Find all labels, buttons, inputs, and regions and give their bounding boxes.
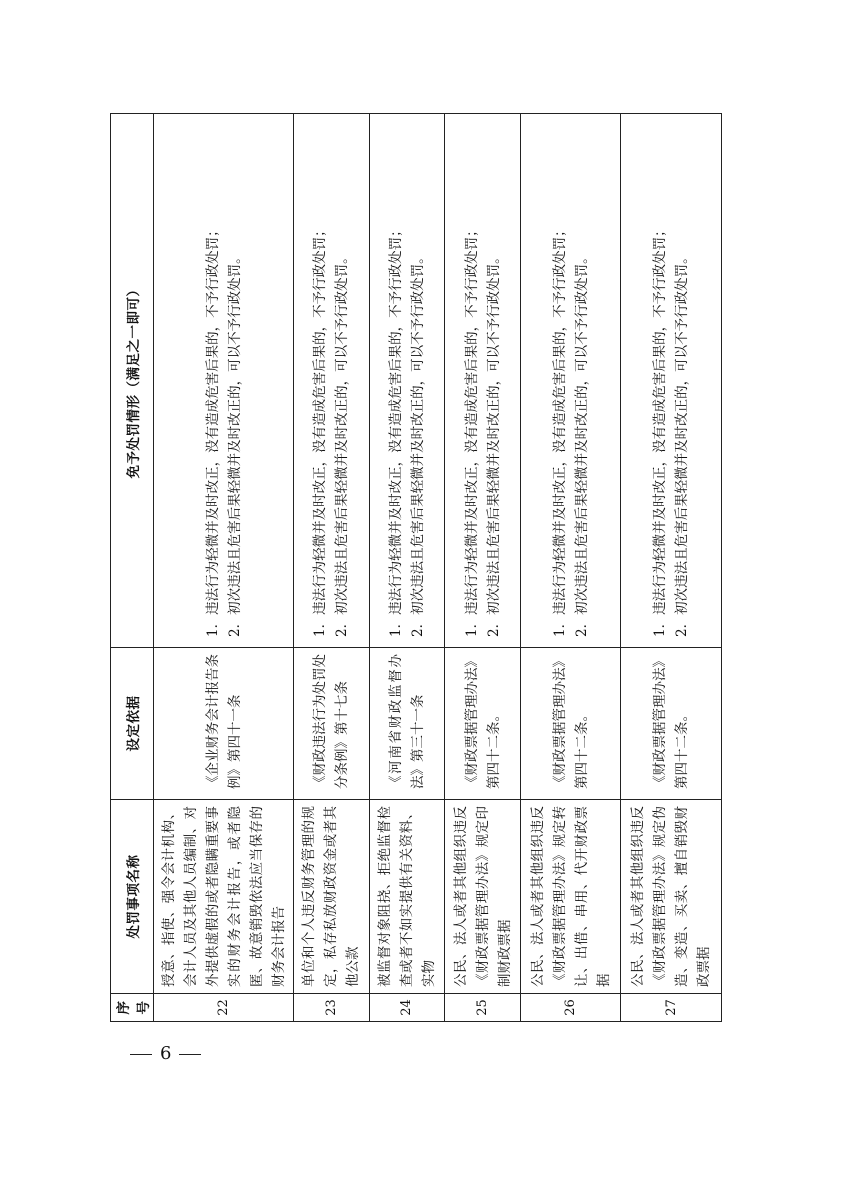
exemption-item: 2．初次违法且危害后果轻微并及时改正的，可以不予行政处罚。	[485, 250, 502, 637]
exemption-item: 1．违法行为轻微并及时改正，没有造成危害后果的，不予行政处罚；	[204, 223, 221, 637]
table-row	[294, 114, 370, 1022]
exemption-item: 1．违法行为轻微并及时改正，没有造成危害后果的，不予行政处罚；	[312, 223, 329, 637]
row-name: 授意、指使、强令会计机构、会计人员及其他人员编制、对外提供虚假的或者隐瞒重要事实的财务会计报告，或者隐匿、故意销毁依法应当保存的财务会计报告	[154, 800, 294, 994]
exemption-item: 1．违法行为轻微并及时改正，没有造成危害后果的，不予行政处罚；	[463, 223, 480, 637]
exemption-item: 2．初次违法且危害后果轻微并及时改正的，可以不予行政处罚。	[334, 250, 351, 637]
row-num: 26	[520, 994, 621, 1022]
row-basis: 《财政票据管理办法》第四十二条。	[520, 648, 621, 800]
row-exemption	[154, 114, 294, 648]
row-basis: 《河南省财政监督办法》第三十一条	[369, 648, 445, 800]
table-row	[520, 114, 621, 1022]
exemption-item: 2．初次违法且危害后果轻微并及时改正的，可以不予行政处罚。	[573, 250, 590, 637]
exemption-item: 1．违法行为轻微并及时改正，没有造成危害后果的，不予行政处罚；	[387, 223, 404, 637]
exemption-item: 2．初次违法且危害后果轻微并及时改正的，可以不予行政处罚。	[674, 250, 691, 637]
row-basis: 《企业财务会计报告条例》第四十一条	[154, 648, 294, 800]
row-exemption	[369, 114, 445, 648]
row-exemption	[520, 114, 621, 648]
exemption-item: 1．违法行为轻微并及时改正，没有造成危害后果的，不予行政处罚；	[551, 223, 568, 637]
table-row	[369, 114, 445, 1022]
header-basis: 设定依据	[111, 648, 154, 800]
row-name: 公民、法人或者其他组织违反《财政票据管理办法》规定印制财政票据	[445, 800, 521, 994]
row-name: 单位和个人违反财务管理的规定，私存私放财政资金或者其他公款	[294, 800, 370, 994]
row-num: 24	[369, 994, 445, 1022]
row-basis: 《财政违法行为处罚处分条例》第十七条	[294, 648, 370, 800]
page-number: 6	[160, 1043, 172, 1064]
row-num: 27	[621, 994, 722, 1022]
exemption-item: 1．违法行为轻微并及时改正，没有造成危害后果的，不予行政处罚；	[652, 223, 669, 637]
row-exemption	[294, 114, 370, 648]
table-row	[154, 114, 294, 1022]
row-basis: 《财政票据管理办法》第四十二条。	[445, 648, 521, 800]
header-num: 序号	[111, 994, 154, 1022]
row-name: 被监督对象阻挠、拒绝监督检查或者不如实提供有关资料、实物	[369, 800, 445, 994]
page-number-footer	[122, 1043, 209, 1064]
row-num: 23	[294, 994, 370, 1022]
exemption-item: 2．初次违法且危害后果轻微并及时改正的，可以不予行政处罚。	[409, 250, 426, 637]
exemption-item: 2．初次违法且危害后果轻微并及时改正的，可以不予行政处罚。	[226, 250, 243, 637]
row-num: 25	[445, 994, 521, 1022]
rotated-table-page	[110, 114, 722, 1022]
footer-dash-right	[179, 1054, 201, 1055]
table-row	[445, 114, 521, 1022]
footer-dash-left	[130, 1054, 152, 1055]
header-exemption: 免予处罚情形（满足之一即可）	[111, 114, 154, 648]
row-exemption	[445, 114, 521, 648]
row-name: 公民、法人或者其他组织违反《财政票据管理办法》规定伪造、变造、买卖、擅自销毁财政票据	[621, 800, 722, 994]
row-num: 22	[154, 994, 294, 1022]
row-basis: 《财政票据管理办法》第四十二条。	[621, 648, 722, 800]
header-name: 处罚事项名称	[111, 800, 154, 994]
row-exemption	[621, 114, 722, 648]
table-row	[621, 114, 722, 1022]
penalty-exemption-table	[110, 113, 722, 1022]
row-name: 公民、法人或者其他组织违反《财政票据管理办法》规定转让、出借、串用、代开财政票据	[520, 800, 621, 994]
table-header-row	[111, 114, 154, 1022]
